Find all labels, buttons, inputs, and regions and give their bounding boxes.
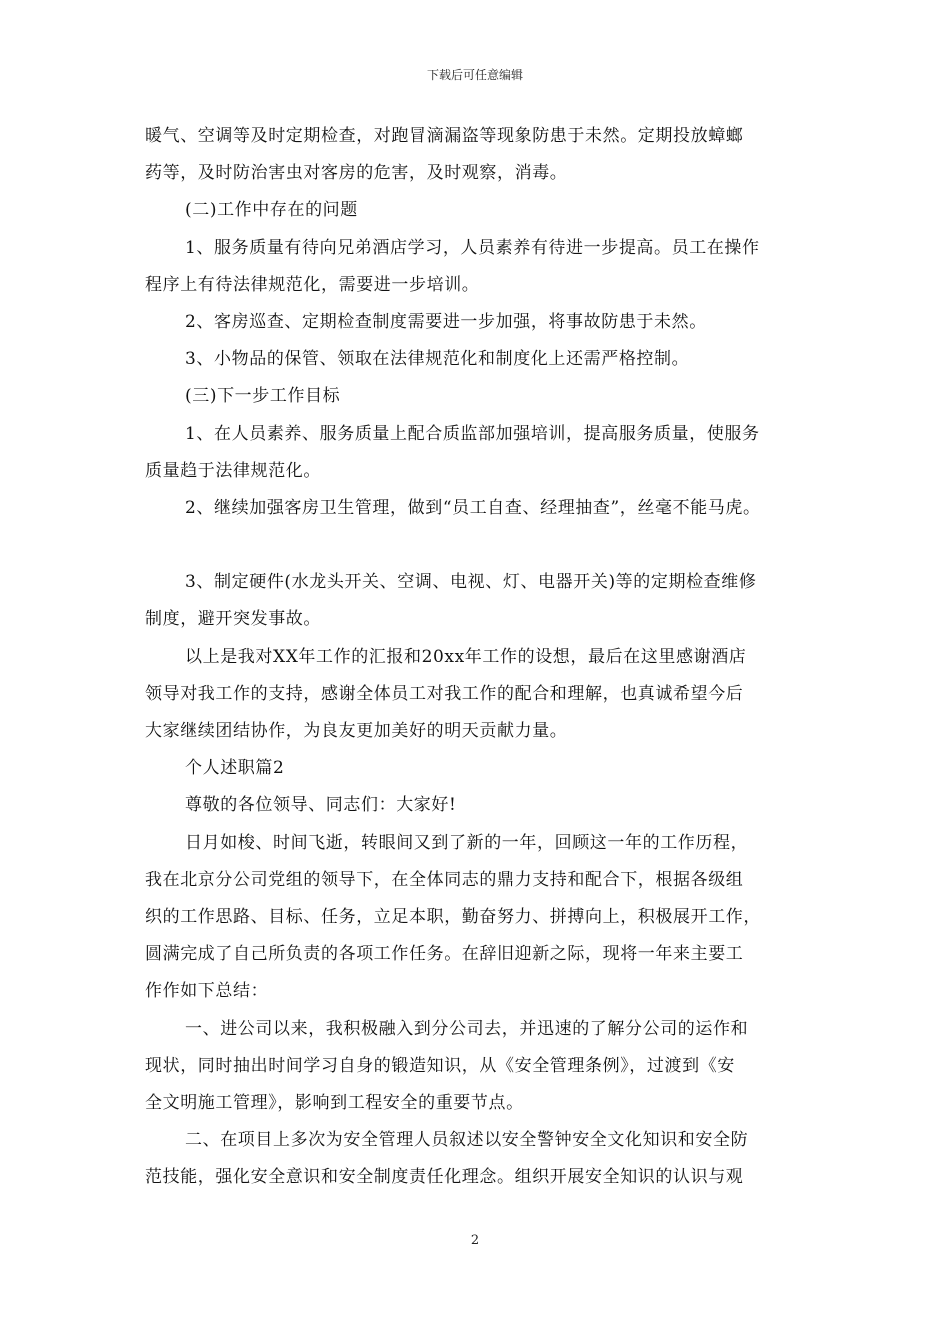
salutation: 尊敬的各位领导、同志们：大家好! — [185, 795, 457, 816]
section-heading: 个人述职篇2 — [185, 758, 285, 779]
text-line: 程序上有待法律规范化，需要进一步培训。 — [145, 274, 480, 295]
text-line: 3、小物品的保管、领取在法律规范化和制度化上还需严格控制。 — [185, 349, 690, 370]
text-line: 3、制定硬件(水龙头开关、空调、电视、灯、电器开关)等的定期检查维修 — [185, 572, 757, 593]
text-line: 一、进公司以来，我积极融入到分公司去，并迅速的了解分公司的运作和 — [185, 1018, 749, 1039]
text-line: 1、在人员素养、服务质量上配合质监部加强培训，提高服务质量，使服务 — [185, 423, 760, 444]
text-line: 质量趋于法律规范化。 — [145, 460, 321, 481]
text-line: 2、继续加强客房卫生管理，做到“员工自查、经理抽查”，丝毫不能马虎。 — [185, 497, 761, 518]
text-line: 作作如下总结： — [145, 981, 269, 1002]
text-line: 二、在项目上多次为安全管理人员叙述以安全警钟安全文化知识和安全防 — [185, 1130, 749, 1151]
section-heading: (三)下一步工作目标 — [185, 386, 341, 407]
text-line: 以上是我对XX年工作的汇报和20xx年工作的设想，最后在这里感谢酒店 — [185, 646, 747, 667]
text-line: 暖气、空调等及时定期检查，对跑冒滴漏盗等现象防患于未然。定期投放蟑螂 — [145, 126, 744, 146]
text-line: 圆满完成了自己所负责的各项工作任务。在辞旧迎新之际，现将一年来主要工 — [145, 944, 744, 965]
page-number: 2 — [470, 1233, 480, 1248]
section-heading: (二)工作中存在的问题 — [185, 200, 358, 221]
blank-line — [145, 527, 825, 564]
text-line: 我在北京分公司党组的领导下，在全体同志的鼎力支持和配合下，根据各级组 — [145, 869, 744, 890]
text-line: 2、客房巡查、定期检查制度需要进一步加强，将事故防患于未然。 — [185, 311, 707, 332]
text-line: 大家继续团结协作，为良友更加美好的明天贡献力量。 — [145, 721, 568, 741]
document-body — [145, 118, 825, 1196]
text-line: 范技能，强化安全意识和安全制度责任化理念。组织开展安全知识的认识与观 — [145, 1167, 744, 1188]
text-line: 制度，避开突发事故。 — [145, 609, 321, 630]
text-line: 织的工作思路、目标、任务，立足本职，勤奋努力、拼搏向上，积极展开工作， — [145, 906, 761, 927]
text-line: 药等，及时防治害虫对客房的危害，及时观察，消毒。 — [145, 163, 568, 184]
text-line: 日月如梭、时间飞逝，转眼间又到了新的一年，回顾这一年的工作历程， — [185, 832, 749, 853]
text-line: 1、服务质量有待向兄弟酒店学习，人员素养有待进一步提高。员工在操作 — [185, 237, 760, 258]
page-header: 下载后可任意编辑 — [426, 68, 523, 82]
text-line: 全文明施工管理》，影响到工程安全的重要节点。 — [145, 1092, 524, 1113]
text-line: 领导对我工作的支持，感谢全体员工对我工作的配合和理解，也真诚希望今后 — [145, 683, 744, 704]
text-line: 现状，同时抽出时间学习自身的锻造知识，从《安全管理条例》，过渡到《安 — [145, 1055, 735, 1076]
